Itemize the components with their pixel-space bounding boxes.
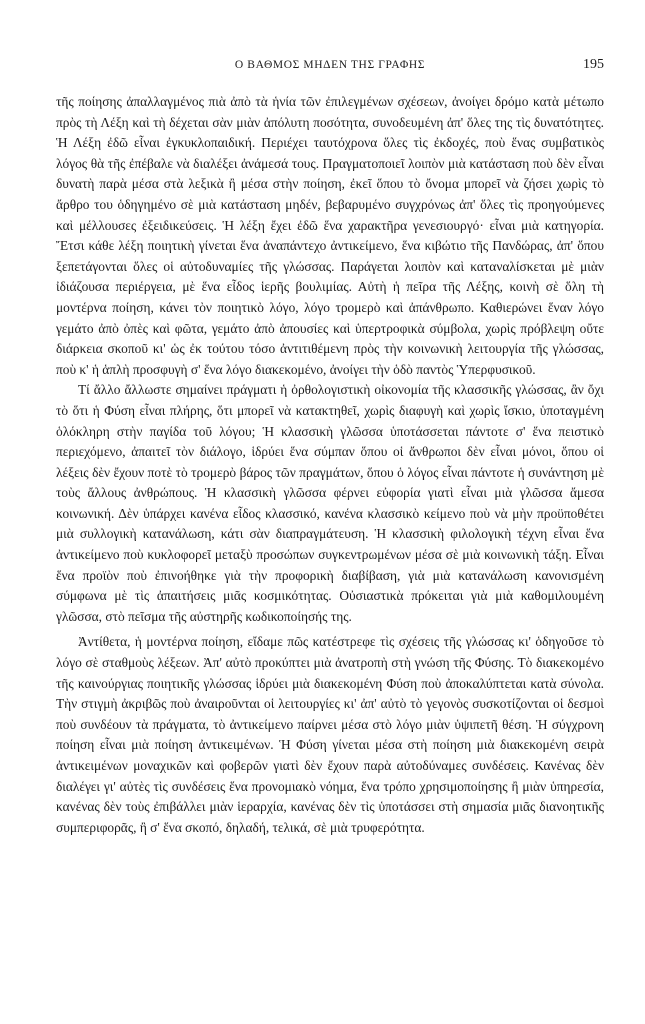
- running-title: Ο ΒΑΘΜΟΣ ΜΗΔΕΝ ΤΗΣ ΓΡΑΦΗΣ: [234, 59, 426, 71]
- paragraph-3: Ἀντίθετα, ἡ μοντέρνα ποίηση, εἴδαμε πῶς κατέστρεφε τὶς σχέσεις τῆς γλώσσας κι' ὁδηγοῦσε τὸ λόγο σὲ σταθμοὺς λέξεων. Ἀπ' αὐτὸ προκύπτει μιὰ ἀνατροπὴ στὴ γνώση τῆς Φύσης. Τὸ διακεκομένο τῆς καινούργιας ποιητικῆς γλώσσας ἱδρύει μιὰ διακεκομένη Φύση ποὺ ἀποκαλύπτεται κατὰ σύνολα. Τὴν στιγμὴ ἀκριβῶς ποὺ ἀναιροῦνται οἱ λειτουργίες κι' ἀπ' αὐτὸ τὸ γεγονὸς συσκοτίζονται οἱ δεσμοὶ ποὺ συνδέουν τὰ πράγματα, τὸ ἀντικείμενο παίρνει μέσα στὸ λόγο μιὰν ὑψιπετῆ θέση. Ἡ σύγχρονη ποίηση εἶναι μιὰ ποίηση ἀντικειμένων. Ἡ Φύση γίνεται μέσα στὴ ποίηση μιὰ διακεκομένη σειρὰ ἀντικειμένων μοναχικῶν καὶ φοβερῶν γιατὶ δὲν ἔχουν παρὰ αὐτοδύναμες συνδέσεις. Κανένας δὲν διαλέγει γι' αὐτὲς τὶς συνδέσεις ἕνα προνομιακὸ νόημα, ἕνα τρόπο χρησιμοποίησης ἢ μιὰν ὑπηρεσία, κανένας δὲν τοὺς ἐπιβάλλει μιὰν ἱεραρχία, κανένας δὲν τὶς ὑποτάσσει στὴ σημασία μιᾶς διανοητικῆς συμπεριφορᾶς, ἢ σ' ἕνα σκοπό, δηλαδή, τελικά, σὲ μιὰ τρυφερότητα.: [56, 634, 604, 835]
- running-header: [56, 56, 604, 78]
- paragraph-1: τῆς ποίησης ἀπαλλαγμένος πιὰ ἀπὸ τὰ ἡνία τῶν ἐπιλεγμένων σχέσεων, ἀνοίγει δρόμο κατὰ μέτωπο πρὸς τὴ Λέξη καὶ τὴ δέχεται σὰν μιὰν ἀπόλυτη ποσότητα, συνοδευμένη ἀπ' ὅλες της τὶς δυνατότητες. Ἡ Λέξη ἐδῶ εἶναι ἐγκυκλοπαιδική. Περιέχει ταυτόχρονα ὅλες τὶς ἐκδοχές, ποὺ ἕνας συμβατικὸς λόγος θὰ τῆς ἐπέβαλε νὰ διαλέξει ἀνάμεσά τους. Πραγματοποιεῖ λοιπὸν μιὰ κατάσταση ποὺ δὲν εἶναι δυνατὴ παρὰ μέσα στὰ λεξικὰ ἢ μέσα στὴν ποίηση, ἐκεῖ ὅπου τὸ ὄνομα μπορεῖ νὰ ζήσει χωρὶς τὸ ἄρθρο του ὁδηγημένο σὲ μιὰ κατάσταση μηδέν, βεβαρυμένο συγχρόνως ἀπ' ὅλες τὶς προηγούμενες καὶ μέλλουσες ἐξειδικεύσεις. Ἡ λέξη ἔχει ἐδῶ ἕνα χαρακτῆρα γενεσιουργό· εἶναι μιὰ κατηγορία. Ἔτσι κάθε λέξη ποιητικὴ γίνεται ἕνα ἀναπάντεχο ἀντικείμενο, ἕνα κιβώτιο τῆς Πανδώρας, ἀπ' ὅπου ξεπετάγονται ὅλες οἱ αὐτοδυναμίες τῆς γλώσσας. Παράγεται λοιπὸν καὶ καταναλίσκεται μὲ μιὰν ἰδιάζουσα περιέργεια, μὲ ἕνα εἶδος ἱερῆς βουλιμίας. Αὐτὴ ἡ πεῖρα τῆς Λέξης, κοινὴ σὲ ὅλη τὴ μοντέρνα ποίηση, κάνει τὸν ποιητικὸ λόγο, λόγο τρομερὸ καὶ ἀπάνθρωπο. Καθιερώνει ἕναν λόγο γεμάτο ἀπὸ ὀπὲς καὶ φῶτα, γεμάτο ἀπὸ ἀπουσίες καὶ ὑπερτροφικὰ σύμβολα, χωρὶς πρόβλεψη οὔτε διάρκεια σκοποῦ κι' ὡς ἐκ τούτου τόσο ἀντιτιθέμενη πρὸς τὴν κοινωνικὴ λειτουργία τῆς γλώσσας, ποὺ κ' ἡ ἁπλὴ προσφυγὴ σ' ἕνα λόγο διακεκομένο, ἀνοίγει τὴν ὁδὸ παντὸς Ὑπερφυσικοῦ.: [56, 94, 604, 377]
- paragraph-2: Τί ἄλλο ἄλλωστε σημαίνει πράγματι ἡ ὀρθολογιστικὴ οἰκονομία τῆς κλασσικῆς γλώσσας, ἂν ὄχι τὸ ὅτι ἡ Φύση εἶναι πλήρης, ὅτι μπορεῖ νὰ κατακτηθεῖ, χωρὶς διαφυγὴ καὶ χωρὶς ἴσκιο, ὑποταγμένη ὁλόκληρη στὴν παγίδα τοῦ λόγου; Ἡ κλασσικὴ γλῶσσα ὑποτάσσεται πάντοτε σ' ἕνα πειστικὸ περιεχόμενο, ἀπαιτεῖ τὸν διάλογο, ἱδρύει ἕνα σύμπαν ὅπου οἱ ἄνθρωποι δὲν εἶναι μόνοι, ὅπου οἱ λέξεις δὲν ἔχουν ποτὲ τὸ τρομερὸ βάρος τῶν πραγμάτων, ὅπου ὁ λόγος εἶναι πάντοτε ἡ συνάντηση μὲ τοὺς ἄλλους ἀνθρώπους. Ἡ κλασσικὴ γλῶσσα φέρνει εὐφορία γιατὶ εἶναι μιὰ γλῶσσα ἄμεσα κοινωνική. Δὲν ὑπάρχει κανένα εἶδος κλασσικό, κανένα κλασσικὸ κείμενο ποὺ νὰ μὴν προϋποθέτει μιὰ συλλογικὴ κατανάλωση, κάτι σὰν διαπραγμάτευση. Ἡ κλασσικὴ φιλολογικὴ τέχνη εἶναι ἕνα ἀντικείμενο ποὺ κυκλοφορεῖ μεταξὺ προσώπων συγκεντρωμένων μέσα σὲ μιὰ κοινωνικὴ τάξη. Εἶναι ἕνα προϊὸν ποὺ ἐπινοήθηκε γιὰ τὴν προφορικὴ διαβίβαση, γιὰ μιὰ κατανάλωση κανονισμένη σύμφωνα μὲ τὶς ἀπαιτήσεις μιᾶς κοσμικότητας. Οὐσιαστικὰ πρόκειται γιὰ μιὰ καθομιλουμένη γλῶσσα, στὸ πεῖσμα τῆς αὐστηρῆς κωδικοποίησής της.: [56, 382, 604, 624]
- book-page: [56, 56, 604, 838]
- page-number: 195: [583, 57, 604, 72]
- body-text: [56, 92, 604, 838]
